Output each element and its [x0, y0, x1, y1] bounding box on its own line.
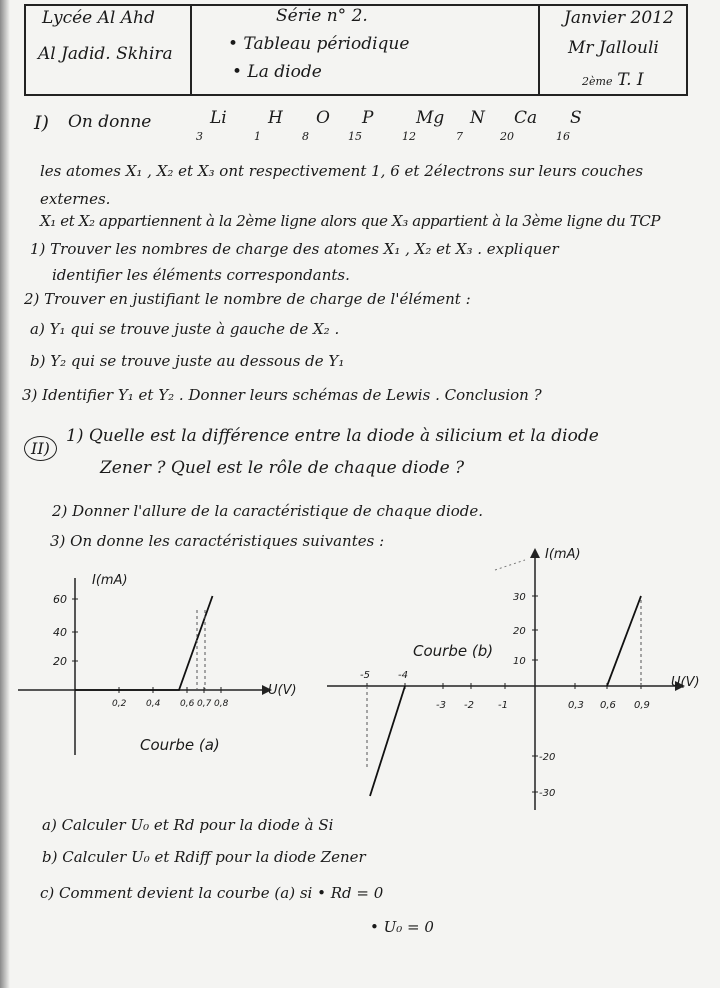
externes-line: externes.	[40, 190, 111, 208]
x-tick-label: 0,3	[568, 700, 584, 711]
question-1: 1) Trouver les nombres de charge des atomes X₁ , X₂ et X₃ . expliquer	[30, 240, 559, 258]
element-symbol: P	[362, 108, 374, 128]
scan-shadow	[0, 0, 10, 988]
atomic-number: 7	[456, 130, 463, 143]
question-2a: a) Y₁ qui se trouve juste à gauche de X₂ .	[30, 320, 340, 338]
x-tick-label: -1	[498, 700, 508, 711]
element-symbol: O	[316, 108, 330, 128]
x-tick-label: 0,2	[112, 699, 127, 709]
curve-a-line	[75, 596, 213, 690]
school-name: Lycée Al Ahd	[42, 8, 155, 28]
header-divider-2	[538, 4, 540, 96]
atomic-number: 20	[500, 130, 514, 143]
x-tick-label: -3	[436, 700, 446, 711]
atomic-number: 3	[196, 130, 203, 143]
y-tick-label: -20	[539, 752, 556, 763]
series-title: Série n° 2.	[276, 6, 368, 26]
forward-line	[607, 596, 641, 686]
x-tick-label: 0,6	[180, 699, 195, 709]
ligne-line: X₁ et X₂ appartiennent à la 2ème ligne alors que X₃ appartient à la 3ème ligne du TCP	[40, 212, 661, 230]
question-1-continued: identifier les éléments correspondants.	[52, 266, 350, 284]
part2-question-1-continued: Zener ? Quel est le rôle de chaque diode ?	[100, 458, 465, 478]
header-right-border	[686, 4, 688, 96]
element-symbol: Li	[210, 108, 227, 128]
x-tick-label: 0,7	[197, 699, 212, 709]
x-tick-label: 0,8	[214, 699, 229, 709]
zener-reverse-line	[370, 686, 405, 796]
question-2b: b) Y₂ qui se trouve juste au dessous de Y₁	[30, 352, 345, 370]
y-tick-label: 20	[53, 655, 67, 668]
x-tick-label: 0,4	[146, 699, 161, 709]
x-tick-label: -2	[464, 700, 474, 711]
y-axis-arrow	[530, 548, 540, 558]
element-symbol: S	[570, 108, 582, 128]
x-axis-label: U(V)	[268, 683, 297, 698]
atomic-number: 1	[254, 130, 261, 143]
chart-b	[325, 540, 720, 820]
atomic-number: 15	[348, 130, 362, 143]
x-tick-label: 0,9	[634, 700, 650, 711]
topic-diode: • La diode	[232, 62, 322, 82]
y-axis-label: I(mA)	[545, 547, 581, 562]
guide-dashed	[495, 560, 525, 570]
y-tick-label: 40	[53, 626, 67, 639]
x-tick-label: -5	[360, 670, 370, 681]
teacher-name: Mr Jallouli	[568, 38, 659, 58]
atoms-line: les atomes X₁ , X₂ et X₃ ont respectivement 1, 6 et 2électrons sur leurs couches	[40, 162, 644, 180]
element-symbol: Ca	[514, 108, 538, 128]
y-tick-label: -30	[539, 788, 556, 799]
x-tick-label: -4	[398, 670, 408, 681]
chart-a-title: Courbe (a)	[140, 736, 220, 754]
part1-intro: On donne	[68, 112, 152, 132]
atomic-number: 12	[402, 130, 416, 143]
y-tick-label: 20	[513, 626, 526, 637]
question-3: 3) Identifier Y₁ et Y₂ . Donner leurs schémas de Lewis . Conclusion ?	[22, 386, 542, 404]
element-symbol: H	[268, 108, 283, 128]
header-left-border	[24, 4, 26, 96]
atomic-number: 16	[556, 130, 570, 143]
question-2: 2) Trouver en justifiant le nombre de charge de l'élément :	[24, 290, 471, 308]
x-tick-label: 0,6	[600, 700, 616, 711]
question-b: b) Calculer U₀ et Rdiff pour la diode Zener	[42, 848, 366, 866]
question-c-second: • U₀ = 0	[370, 918, 434, 936]
element-symbol: N	[470, 108, 485, 128]
part1-number: I)	[34, 112, 49, 134]
part2-question-1: 1) Quelle est la différence entre la diode à silicium et la diode	[66, 426, 599, 446]
x-axis-label: U(V)	[671, 675, 700, 690]
y-tick-label: 60	[53, 593, 67, 606]
part2-question-2: 2) Donner l'allure de la caractéristique de chaque diode.	[52, 502, 484, 520]
part2-question-3: 3) On donne les caractéristiques suivantes :	[50, 532, 385, 550]
class-suffix: T. I	[617, 70, 644, 90]
y-axis-label: I(mA)	[92, 573, 128, 588]
y-tick-label: 30	[513, 592, 526, 603]
class-level	[582, 70, 644, 90]
class-prefix: 2ème	[582, 75, 613, 88]
school-town: Al Jadid. Skhira	[38, 44, 173, 64]
date: Janvier 2012	[564, 8, 674, 28]
header-bottom-border	[24, 94, 688, 96]
part2-number: II)	[24, 436, 57, 461]
chart-a	[0, 570, 330, 770]
atomic-number: 8	[302, 130, 309, 143]
element-symbol: Mg	[416, 108, 445, 128]
chart-b-title: Courbe (b)	[413, 642, 494, 660]
question-a: a) Calculer U₀ et Rd pour la diode à Si	[42, 816, 334, 834]
header-divider-1	[190, 4, 192, 96]
topic-periodic-table: • Tableau périodique	[228, 34, 410, 54]
question-c: c) Comment devient la courbe (a) si • Rd = 0	[40, 884, 384, 902]
y-tick-label: 10	[513, 656, 526, 667]
